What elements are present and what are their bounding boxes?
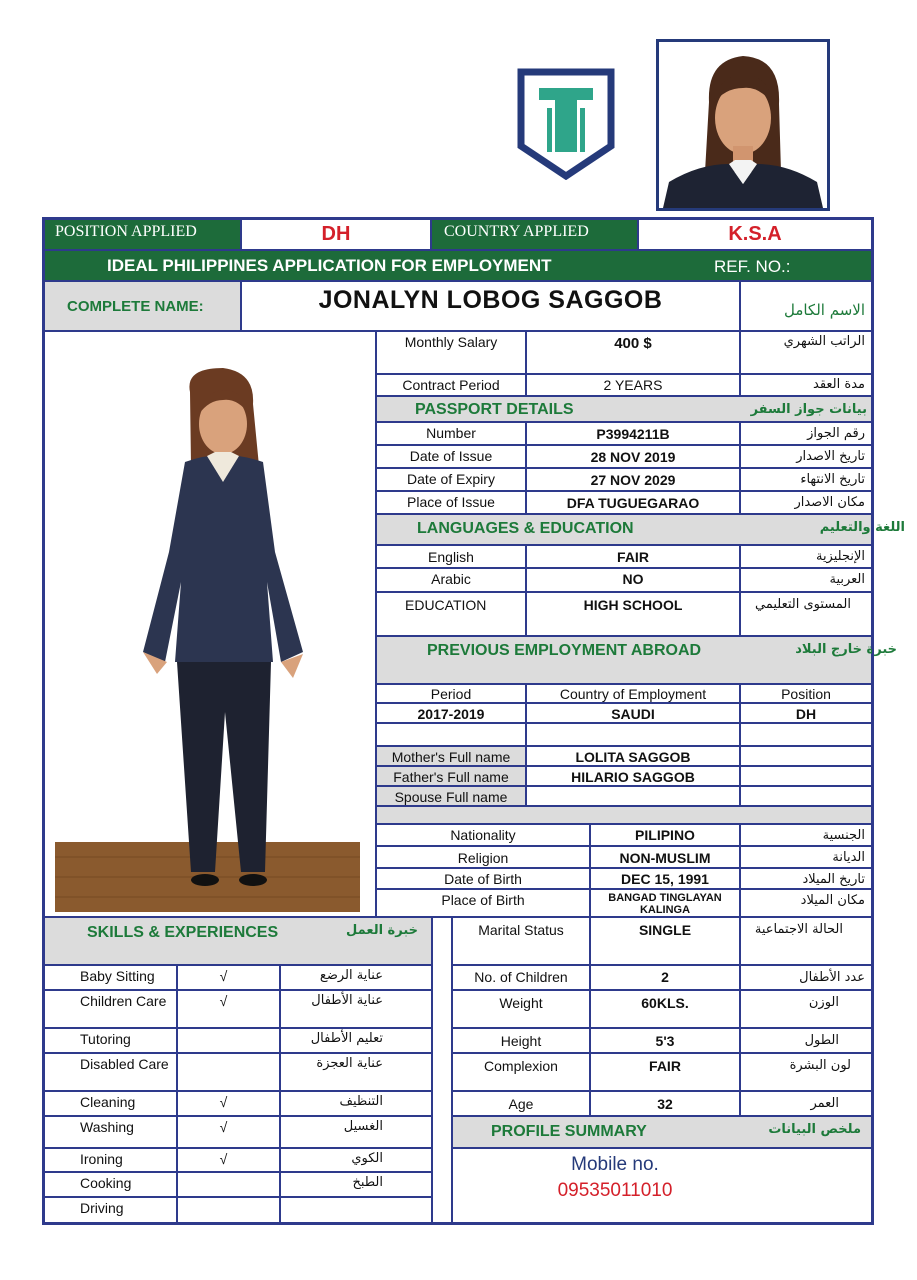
date-of-birth-value: DEC 15, 1991: [590, 868, 740, 889]
skill-label: Ironing: [44, 1148, 177, 1172]
skill-check: √: [177, 965, 280, 990]
position-applied-label: POSITION APPLIED: [44, 219, 241, 250]
age-label: Age: [452, 1091, 590, 1116]
english-value: FAIR: [526, 545, 740, 568]
skill-ar: تعليم الأطفال: [280, 1028, 432, 1053]
date-of-expiry-ar: تاريخ الانتهاء: [740, 468, 872, 491]
employment-period-value: 2017-2019: [376, 703, 526, 723]
skill-ar: عناية الأطفال: [280, 990, 432, 1028]
ref-no-label: REF. NO.:: [714, 257, 791, 276]
nationality-ar: الجنسية: [740, 824, 872, 846]
height-label: Height: [452, 1028, 590, 1053]
skill-label: Cooking: [44, 1172, 177, 1197]
place-of-birth-value: BANGAD TINGLAYAN KALINGA: [590, 889, 740, 917]
passport-number-ar: رقم الجواز: [740, 422, 872, 445]
height-ar: الطول: [740, 1028, 872, 1053]
date-of-issue-label: Date of Issue: [376, 445, 526, 468]
age-ar: العمر: [740, 1091, 872, 1116]
date-of-issue-ar: تاريخ الاصدار: [740, 445, 872, 468]
mother-name-value: LOLITA SAGGOB: [526, 746, 740, 766]
contract-period-ar: مدة العقد: [740, 374, 872, 396]
passport-photo: [656, 39, 830, 211]
arabic-value: NO: [526, 568, 740, 592]
education-ar: المستوى التعليمي: [740, 592, 872, 636]
passport-number-value: P3994211B: [526, 422, 740, 445]
place-of-birth-label: Place of Birth: [376, 889, 590, 917]
previous-employment-header-ar: خبرة خارج البلاد: [795, 642, 897, 657]
employment-country-header: Country of Employment: [526, 684, 740, 703]
age-value: 32: [590, 1091, 740, 1116]
place-of-issue-label: Place of Issue: [376, 491, 526, 514]
passport-details-header-ar: بيانات جواز السفر: [750, 402, 867, 417]
date-of-expiry-label: Date of Expiry: [376, 468, 526, 491]
skill-label: Cleaning: [44, 1091, 177, 1116]
position-applied-value: DH: [241, 219, 431, 250]
employment-position-value: DH: [740, 703, 872, 723]
father-name-value: HILARIO SAGGOB: [526, 766, 740, 786]
nationality-value: PILIPINO: [590, 824, 740, 846]
nationality-label: Nationality: [376, 824, 590, 846]
arabic-label: Arabic: [376, 568, 526, 592]
mobile-value: 09535011010: [557, 1180, 673, 1201]
weight-ar: الوزن: [740, 990, 872, 1028]
religion-ar: الديانة: [740, 846, 872, 868]
religion-value: NON-MUSLIM: [590, 846, 740, 868]
father-name-label: Father's Full name: [376, 766, 526, 786]
date-of-birth-label: Date of Birth: [376, 868, 590, 889]
skill-ar: عناية الرضع: [280, 965, 432, 990]
height-value: 5'3: [590, 1028, 740, 1053]
skills-header: SKILLS & EXPERIENCES: [44, 917, 432, 965]
place-of-issue-value: DFA TUGUEGARAO: [526, 491, 740, 514]
monthly-salary-value: 400 $: [526, 331, 740, 374]
form-title: IDEAL PHILIPPINES APPLICATION FOR EMPLOYMENT: [44, 250, 872, 281]
english-ar: الإنجليزية: [740, 545, 872, 568]
marital-status-ar: الحالة الاجتماعية: [740, 917, 872, 965]
skill-ar: عناية العجزة: [280, 1053, 432, 1091]
skill-label: Baby Sitting: [44, 965, 177, 990]
marital-status-label: Marital Status: [452, 917, 590, 965]
country-applied-label: COUNTRY APPLIED: [431, 219, 638, 250]
languages-header-ar: اللغة والتعليم: [819, 520, 905, 535]
languages-header: LANGUAGES & EDUCATION: [376, 514, 872, 545]
monthly-salary-label: Monthly Salary: [376, 331, 526, 374]
weight-value: 60KLS.: [590, 990, 740, 1028]
country-applied-value: K.S.A: [638, 219, 872, 250]
date-of-birth-ar: تاريخ الميلاد: [740, 868, 872, 889]
education-value: HIGH SCHOOL: [526, 592, 740, 636]
weight-label: Weight: [452, 990, 590, 1028]
children-value: 2: [590, 965, 740, 990]
complete-name-value: JONALYN LOBOG SAGGOB: [241, 281, 740, 331]
skill-label: Washing: [44, 1116, 177, 1148]
english-label: English: [376, 545, 526, 568]
skill-ar: الغسيل: [280, 1116, 432, 1148]
education-label: EDUCATION: [376, 592, 526, 636]
skill-ar: الطبخ: [280, 1172, 432, 1197]
complexion-label: Complexion: [452, 1053, 590, 1091]
complete-name-label: COMPLETE NAME:: [44, 281, 241, 331]
complexion-value: FAIR: [590, 1053, 740, 1091]
skill-ar: الكوي: [280, 1148, 432, 1172]
employment-period-header: Period: [376, 684, 526, 703]
complete-name-ar: الاسم الكامل: [740, 281, 872, 331]
passport-number-label: Number: [376, 422, 526, 445]
contract-period-label: Contract Period: [376, 374, 526, 396]
marital-status-value: SINGLE: [590, 917, 740, 965]
children-label: No. of Children: [452, 965, 590, 990]
form-frame: [42, 217, 874, 1225]
arabic-ar: العربية: [740, 568, 872, 592]
skill-check: √: [177, 1116, 280, 1148]
complexion-ar: لون البشرة: [740, 1053, 872, 1091]
mother-name-label: Mother's Full name: [376, 746, 526, 766]
employment-position-header: Position: [740, 684, 872, 703]
place-of-birth-ar: مكان الميلاد: [740, 889, 872, 917]
skill-check: √: [177, 1148, 280, 1172]
place-of-issue-ar: مكان الاصدار: [740, 491, 872, 514]
children-ar: عدد الأطفال: [740, 965, 872, 990]
monthly-salary-ar: الراتب الشهري: [740, 331, 872, 374]
skill-label: Driving: [44, 1197, 177, 1223]
company-logo: [517, 68, 615, 180]
skill-ar: التنظيف: [280, 1091, 432, 1116]
skills-header-ar: خبرة العمل: [346, 923, 418, 938]
employment-country-value: SAUDI: [526, 703, 740, 723]
profile-summary-header: PROFILE SUMMARY: [452, 1116, 872, 1148]
skill-label: Disabled Care: [44, 1053, 177, 1091]
previous-employment-header: PREVIOUS EMPLOYMENT ABROAD: [376, 636, 872, 684]
religion-label: Religion: [376, 846, 590, 868]
contract-period-value: 2 YEARS: [526, 374, 740, 396]
date-of-expiry-value: 27 NOV 2029: [526, 468, 740, 491]
skill-label: Children Care: [44, 990, 177, 1028]
mobile-label: Mobile no.: [571, 1154, 659, 1175]
spouse-name-label: Spouse Full name: [376, 786, 526, 806]
skill-check: √: [177, 990, 280, 1028]
profile-summary-header-ar: ملخص البيانات: [768, 1122, 861, 1137]
passport-details-header: PASSPORT DETAILS: [376, 396, 872, 422]
skill-label: Tutoring: [44, 1028, 177, 1053]
date-of-issue-value: 28 NOV 2019: [526, 445, 740, 468]
skill-check: √: [177, 1091, 280, 1116]
